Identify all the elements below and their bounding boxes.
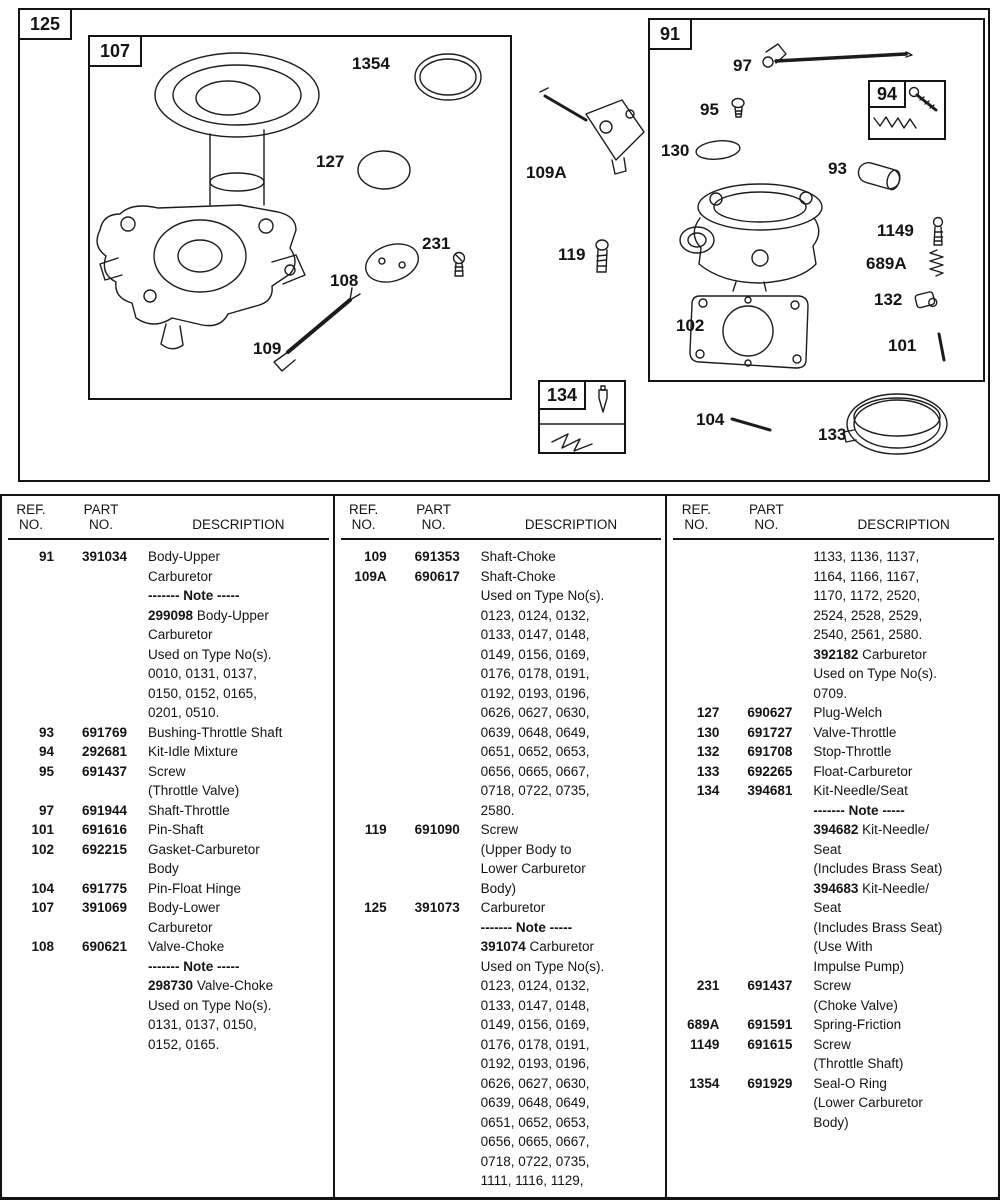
ref-no: 119 xyxy=(364,822,387,837)
callout-109: 109 xyxy=(253,339,282,358)
frame-125-label: 125 xyxy=(18,8,72,40)
description xyxy=(148,742,329,762)
callout-231: 231 xyxy=(422,234,451,253)
description-line: 391074 Carburetor xyxy=(480,939,595,954)
description-line: Body-Upper xyxy=(148,549,221,564)
description-line: Seal-O Ring xyxy=(813,1075,887,1091)
part-no: 691591 xyxy=(747,1017,793,1032)
part-no: 690627 xyxy=(747,705,793,720)
callout-130: 130 xyxy=(661,141,690,160)
table-entry xyxy=(8,898,329,937)
frame-134 xyxy=(538,380,626,454)
description-line: Kit-Needle/Seat xyxy=(813,783,908,798)
part-no xyxy=(719,547,813,703)
description xyxy=(813,723,994,743)
part-no: 692215 xyxy=(82,841,128,857)
callout-97: 97 xyxy=(733,56,752,75)
description xyxy=(813,976,994,1015)
description-line: 0176, 0178, 0191, xyxy=(480,1036,590,1052)
table-header xyxy=(673,496,994,540)
description-line: Gasket-Carburetor xyxy=(148,841,260,857)
table-entry xyxy=(8,937,329,1054)
table-entry xyxy=(8,879,329,899)
ref-no: 91 xyxy=(38,549,54,564)
parts-column-2 xyxy=(333,496,666,1197)
description-header: DESCRIPTION xyxy=(524,517,618,532)
entries-column-2 xyxy=(341,540,662,1191)
table-entry xyxy=(8,840,329,879)
description xyxy=(148,762,329,801)
frame-134-label: 134 xyxy=(538,380,586,410)
description-line: 0656, 0665, 0667, xyxy=(480,763,590,779)
description-line: 0718, 0722, 0735, xyxy=(480,783,590,798)
table-entry xyxy=(673,723,994,743)
description xyxy=(813,781,994,976)
parts-column-1 xyxy=(2,496,333,1197)
part-no: 690617 xyxy=(414,568,460,584)
ref-no: 95 xyxy=(38,763,54,779)
description-line: ------- Note ----- xyxy=(813,802,905,818)
part-no: 691616 xyxy=(82,822,128,837)
description-line: (Upper Body to xyxy=(480,841,572,857)
description-line: 0123, 0124, 0132, xyxy=(480,978,590,993)
description xyxy=(148,937,329,1054)
description-line: Carburetor xyxy=(480,900,546,915)
description-line: Lower Carburetor xyxy=(480,861,586,876)
description xyxy=(148,547,329,723)
description xyxy=(813,1015,994,1035)
description-line: 0133, 0147, 0148, xyxy=(480,997,590,1013)
description-line: 1164, 1166, 1167, xyxy=(813,568,920,584)
description-line: 394682 Kit-Needle/ xyxy=(813,822,929,837)
callout-127: 127 xyxy=(316,152,345,171)
description-line: (Includes Brass Seat) xyxy=(813,919,943,935)
description-line: Body xyxy=(148,861,179,876)
part-no: 691708 xyxy=(747,744,793,759)
callout-108: 108 xyxy=(330,271,359,290)
table-entry xyxy=(8,762,329,801)
table-entry xyxy=(673,976,994,1015)
description-line: Carburetor xyxy=(148,919,213,935)
description-line: 0656, 0665, 0667, xyxy=(480,1134,590,1149)
table-entry xyxy=(8,742,329,762)
description xyxy=(148,879,329,899)
part-no: 391073 xyxy=(414,900,460,915)
description-line: Seat xyxy=(813,900,842,915)
description xyxy=(148,840,329,879)
description-line: 1111, 1116, 1129, xyxy=(480,1173,584,1188)
description-line: 0651, 0652, 0653, xyxy=(480,744,590,759)
description-line: 2540, 2561, 2580. xyxy=(813,627,923,642)
ref-no-header: REF. NO. xyxy=(681,502,711,532)
table-entry xyxy=(673,547,994,703)
table-entry xyxy=(673,781,994,976)
part-no: 691929 xyxy=(747,1075,793,1091)
description xyxy=(481,547,662,567)
part-no: 391034 xyxy=(82,549,128,564)
description-line: 0123, 0124, 0132, xyxy=(480,607,590,623)
ref-no: 132 xyxy=(696,744,720,759)
callout-104: 104 xyxy=(696,410,725,429)
description-line: ------- Note ----- xyxy=(148,958,240,974)
callout-689A: 689A xyxy=(866,254,907,273)
description-line: 0192, 0193, 0196, xyxy=(480,1056,590,1071)
description-line: (Throttle Shaft) xyxy=(813,1056,904,1071)
frame-94 xyxy=(868,80,946,140)
description-line: Used on Type No(s). xyxy=(480,588,605,603)
description-line: Shaft-Throttle xyxy=(148,802,230,818)
ref-no: 108 xyxy=(31,939,54,954)
description-line: Body-Lower xyxy=(148,900,221,915)
ref-no: 689A xyxy=(687,1017,720,1032)
description-line: 0192, 0193, 0196, xyxy=(480,685,590,701)
parts-list-table xyxy=(0,494,1000,1200)
description-line: Used on Type No(s). xyxy=(813,666,937,681)
description-line: 1170, 1172, 2520, xyxy=(813,588,921,603)
callout-101: 101 xyxy=(888,336,917,355)
ref-no: 1354 xyxy=(689,1075,720,1091)
ref-no: 94 xyxy=(38,744,54,759)
ref-no: 104 xyxy=(31,880,54,896)
description-line: 0639, 0648, 0649, xyxy=(480,724,590,740)
ref-no-header: REF. NO. xyxy=(16,502,46,532)
description xyxy=(148,820,329,840)
frame-91-label: 91 xyxy=(648,18,692,50)
description-line: ------- Note ----- xyxy=(480,919,573,935)
callout-95: 95 xyxy=(700,100,719,119)
description-line: Pin-Shaft xyxy=(148,822,204,837)
description-line: 2524, 2528, 2529, xyxy=(813,607,923,623)
ref-no: 125 xyxy=(364,900,387,915)
description-line: 0149, 0156, 0169, xyxy=(480,646,590,662)
description-line: 0718, 0722, 0735, xyxy=(480,1153,590,1169)
description-line: 0626, 0627, 0630, xyxy=(480,705,590,720)
description-line: 2580. xyxy=(480,802,515,818)
table-entry xyxy=(673,1015,994,1035)
part-no: 691769 xyxy=(82,724,128,740)
ref-no: 133 xyxy=(696,763,720,779)
description xyxy=(813,1074,994,1133)
description-line: Carburetor xyxy=(148,627,213,642)
part-no: 691944 xyxy=(82,802,128,818)
table-entry xyxy=(8,801,329,821)
description-line: 0176, 0178, 0191, xyxy=(480,666,590,681)
description-line: 0201, 0510. xyxy=(148,705,220,720)
ref-no: 109A xyxy=(354,568,387,584)
ref-no: 101 xyxy=(31,822,54,837)
description-line: 0131, 0137, 0150, xyxy=(148,1017,257,1032)
description-line: Used on Type No(s). xyxy=(148,997,272,1013)
description-header: DESCRIPTION xyxy=(857,517,950,532)
description-line: Screw xyxy=(813,1036,851,1052)
ref-no: 1149 xyxy=(690,1036,720,1052)
description xyxy=(813,742,994,762)
part-no: 691353 xyxy=(414,549,460,564)
part-no: 691090 xyxy=(414,822,460,837)
description-line: Valve-Choke xyxy=(148,939,225,954)
description xyxy=(148,801,329,821)
description-line: 0133, 0147, 0148, xyxy=(480,627,590,642)
description-line: Body) xyxy=(480,880,516,896)
description-line: (Choke Valve) xyxy=(813,997,898,1013)
table-entry xyxy=(341,898,662,1191)
table-header xyxy=(8,496,329,540)
callout-1149: 1149 xyxy=(877,221,914,240)
description xyxy=(148,723,329,743)
table-entry xyxy=(341,820,662,898)
description-line: Shaft-Choke xyxy=(480,568,556,584)
description-line: 298730 Valve-Choke xyxy=(148,978,274,993)
ref-no: 130 xyxy=(696,724,720,740)
entries-column-1 xyxy=(8,540,329,1054)
table-entry xyxy=(8,723,329,743)
description-line: 0152, 0165. xyxy=(148,1036,220,1052)
table-entry xyxy=(8,547,329,723)
exploded-parts-diagram xyxy=(0,0,1000,494)
description-line: 392182 Carburetor xyxy=(813,646,927,662)
part-no-header: PART NO. xyxy=(416,502,452,532)
description-line: ------- Note ----- xyxy=(148,588,240,603)
table-entry xyxy=(8,820,329,840)
description xyxy=(481,898,662,1191)
description-line: 299098 Body-Upper xyxy=(148,607,269,623)
description-line: Screw xyxy=(813,978,851,993)
ref-no: 231 xyxy=(696,978,720,993)
part-no-header: PART NO. xyxy=(83,502,119,532)
part-no: 691727 xyxy=(747,724,793,740)
description xyxy=(813,1035,994,1074)
entries-column-3 xyxy=(673,540,994,1132)
description-line: Used on Type No(s). xyxy=(148,646,272,662)
description-line: 0639, 0648, 0649, xyxy=(480,1095,590,1110)
description xyxy=(813,703,994,723)
table-entry xyxy=(673,703,994,723)
ref-no: 127 xyxy=(696,705,720,720)
description-line: Plug-Welch xyxy=(813,705,883,720)
description-line: Body) xyxy=(813,1114,849,1130)
callout-133: 133 xyxy=(818,425,847,444)
part-no: 691437 xyxy=(747,978,793,993)
part-no: 691775 xyxy=(82,880,128,896)
description-header: DESCRIPTION xyxy=(192,517,285,532)
description-line: Spring-Friction xyxy=(813,1017,902,1032)
description-line: 1133, 1136, 1137, xyxy=(813,549,920,564)
description-line: Valve-Throttle xyxy=(813,724,897,740)
table-entry xyxy=(673,1074,994,1133)
ref-no: 107 xyxy=(31,900,54,915)
callout-132: 132 xyxy=(874,290,903,309)
frame-94-label: 94 xyxy=(868,80,906,108)
description-line: 0626, 0627, 0630, xyxy=(480,1075,590,1091)
part-no: 391069 xyxy=(82,900,128,915)
description-line: 0010, 0131, 0137, xyxy=(148,666,257,681)
description-line: (Throttle Valve) xyxy=(148,783,240,798)
table-entry xyxy=(673,1035,994,1074)
callout-102: 102 xyxy=(676,316,705,335)
part-no: 292681 xyxy=(82,744,128,759)
ref-no: 102 xyxy=(31,841,54,857)
part-no-header: PART NO. xyxy=(748,502,784,532)
parts-column-3 xyxy=(665,496,998,1197)
description-line: Carburetor xyxy=(148,568,213,584)
description-line: Pin-Float Hinge xyxy=(148,880,242,896)
ref-no: 93 xyxy=(38,724,54,740)
ref-no xyxy=(673,547,719,703)
description-line: Used on Type No(s). xyxy=(480,958,605,974)
callout-119: 119 xyxy=(558,245,586,264)
description-line: Kit-Idle Mixture xyxy=(148,744,239,759)
frame-107-label: 107 xyxy=(88,35,142,67)
frame-107 xyxy=(88,35,512,400)
table-header xyxy=(341,496,662,540)
part-no: 691437 xyxy=(82,763,128,779)
description-line: Screw xyxy=(148,763,186,779)
description-line: Seat xyxy=(813,841,842,857)
ref-no: 109 xyxy=(364,549,387,564)
description-line: Bushing-Throttle Shaft xyxy=(148,724,283,740)
table-entry xyxy=(341,567,662,821)
description-line: (Includes Brass Seat) xyxy=(813,861,943,876)
table-entry xyxy=(341,547,662,567)
description-line: 0149, 0156, 0169, xyxy=(480,1017,590,1032)
ref-no: 97 xyxy=(38,802,54,818)
description-line: (Lower Carburetor xyxy=(813,1095,923,1110)
callout-109A: 109A xyxy=(526,163,567,182)
description-line: (Use With xyxy=(813,939,873,954)
table-entry xyxy=(673,762,994,782)
table-entry xyxy=(673,742,994,762)
description-line: Stop-Throttle xyxy=(813,744,892,759)
description-line: 0709. xyxy=(813,685,848,701)
description-line: Float-Carburetor xyxy=(813,763,913,779)
description xyxy=(481,820,662,898)
description xyxy=(481,567,662,821)
part-no: 690621 xyxy=(82,939,128,954)
description-line: Screw xyxy=(480,822,519,837)
description-line: 394683 Kit-Needle/ xyxy=(813,880,929,896)
part-no: 394681 xyxy=(747,783,793,798)
description-line: Impulse Pump) xyxy=(813,958,905,974)
callout-1354: 1354 xyxy=(352,54,390,73)
description-line: Shaft-Choke xyxy=(480,549,556,564)
part-no: 692265 xyxy=(747,763,793,779)
ref-no: 134 xyxy=(696,783,720,798)
description-line: 0651, 0652, 0653, xyxy=(480,1114,590,1130)
description xyxy=(813,762,994,782)
description xyxy=(813,547,994,703)
callout-93: 93 xyxy=(828,159,847,178)
part-no: 691615 xyxy=(747,1036,793,1052)
description-line: 0150, 0152, 0165, xyxy=(148,685,257,701)
description xyxy=(148,898,329,937)
ref-no-header: REF. NO. xyxy=(349,502,379,532)
